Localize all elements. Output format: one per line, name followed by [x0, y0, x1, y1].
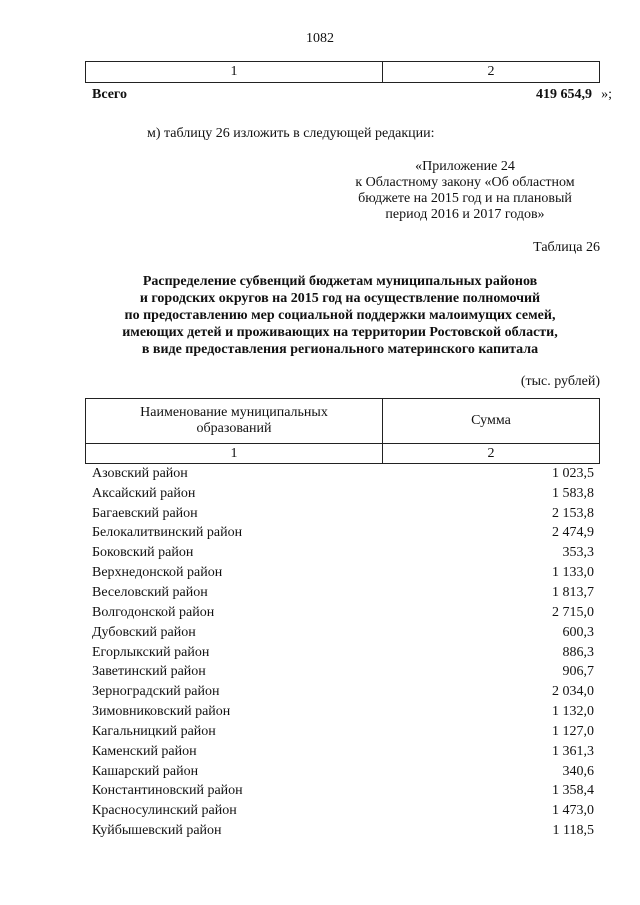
table-row — [92, 603, 594, 623]
title-line: Распределение субвенций бюджетам муниципальных районов — [142, 274, 538, 289]
data-table-body — [92, 464, 594, 841]
row-value: 2 153,8 — [552, 505, 594, 521]
title-line: имеющих детей и проживающих на территории Ростовской области, — [122, 325, 558, 340]
appendix-line: «Приложение 24 — [415, 159, 515, 174]
row-value: 600,3 — [562, 624, 594, 640]
total-label: Всего — [92, 87, 127, 102]
table-row — [92, 662, 594, 682]
row-value: 1 583,8 — [552, 485, 594, 501]
table-row — [92, 484, 594, 504]
row-value: 1 813,7 — [552, 584, 594, 600]
table-row — [92, 762, 594, 782]
instruction-text: м) таблицу 26 изложить в следующей редакции: — [147, 126, 435, 141]
table-header — [85, 398, 600, 464]
row-value: 1 133,0 — [552, 565, 594, 581]
row-value: 1 127,0 — [552, 723, 594, 739]
row-value: 1 361,3 — [552, 743, 594, 759]
row-name: Куйбышевский район — [92, 823, 222, 839]
row-value: 2 715,0 — [552, 604, 594, 620]
row-name: Зимовниковский район — [92, 704, 231, 720]
table-row — [92, 742, 594, 762]
row-name: Красносулинский район — [92, 803, 237, 819]
continuation-table-header — [85, 61, 600, 83]
table-row — [92, 682, 594, 702]
table-row — [92, 623, 594, 643]
row-name: Кашарский район — [92, 763, 199, 779]
table-row — [92, 563, 594, 583]
header-name-line: образований — [196, 421, 272, 436]
row-name: Белокалитвинский район — [92, 525, 243, 541]
appendix-line: к Областному закону «Об областном — [355, 175, 575, 190]
units-label: (тыс. рублей) — [520, 374, 600, 389]
row-name: Константиновский район — [92, 783, 243, 799]
row-name: Волгодонской район — [92, 604, 215, 620]
table-caption: Таблица 26 — [533, 240, 600, 255]
row-value: 1 118,5 — [552, 823, 594, 839]
row-value: 1 358,4 — [552, 783, 594, 799]
table-row — [92, 583, 594, 603]
row-value: 1 132,0 — [552, 704, 594, 720]
appendix-line: бюджете на 2015 год и на плановый — [358, 191, 572, 206]
row-name: Егорлыкский район — [92, 644, 210, 660]
row-name: Заветинский район — [92, 664, 206, 680]
row-value: 1 473,0 — [552, 803, 594, 819]
column-number-1: 1 — [86, 444, 383, 463]
table-row — [92, 464, 594, 484]
column-number-1: 1 — [86, 62, 383, 82]
row-value: 340,6 — [562, 763, 594, 779]
row-name: Верхнедонской район — [92, 565, 223, 581]
title-line: и городских округов на 2015 год на осуществление полномочий — [139, 291, 541, 306]
column-number-2: 2 — [487, 445, 495, 461]
table-row — [92, 782, 594, 802]
table-row — [92, 821, 594, 841]
column-number-2: 2 — [487, 64, 495, 79]
table-row — [92, 524, 594, 544]
title-line: в виде предоставления регионального материнского капитала — [141, 342, 539, 357]
appendix-reference — [330, 159, 600, 223]
row-name: Веселовский район — [92, 584, 208, 600]
table-row — [92, 702, 594, 722]
title-line: по предоставлению мер социальной поддержки малоимущих семей, — [124, 308, 556, 323]
row-name: Дубовский район — [92, 624, 196, 640]
table-row — [92, 543, 594, 563]
row-value: 1 023,5 — [552, 465, 594, 481]
appendix-line: период 2016 и 2017 годов» — [385, 207, 545, 222]
row-name: Каменский район — [92, 743, 197, 759]
row-name: Кагальницкий район — [92, 723, 216, 739]
document-title — [60, 273, 620, 358]
table-row — [92, 801, 594, 821]
table-row — [92, 504, 594, 524]
row-value: 2 474,9 — [552, 525, 594, 541]
row-name: Зерноградский район — [92, 684, 220, 700]
row-name: Аксайский район — [92, 485, 196, 501]
row-value: 906,7 — [562, 664, 594, 680]
page-number: 1082 — [306, 31, 334, 46]
header-name-line: Наименование муниципальных — [140, 405, 328, 420]
table-row — [92, 722, 594, 742]
closing-quote: »; — [601, 87, 612, 102]
header-name-cell — [86, 399, 383, 443]
total-value: 419 654,9 — [536, 87, 592, 102]
row-value: 353,3 — [562, 545, 594, 561]
row-value: 2 034,0 — [552, 684, 594, 700]
table-row — [92, 643, 594, 663]
row-name: Багаевский район — [92, 505, 198, 521]
row-name: Азовский район — [92, 465, 188, 481]
row-value: 886,3 — [562, 644, 594, 660]
header-sum-cell: Сумма — [471, 413, 511, 428]
row-name: Боковский район — [92, 545, 194, 561]
